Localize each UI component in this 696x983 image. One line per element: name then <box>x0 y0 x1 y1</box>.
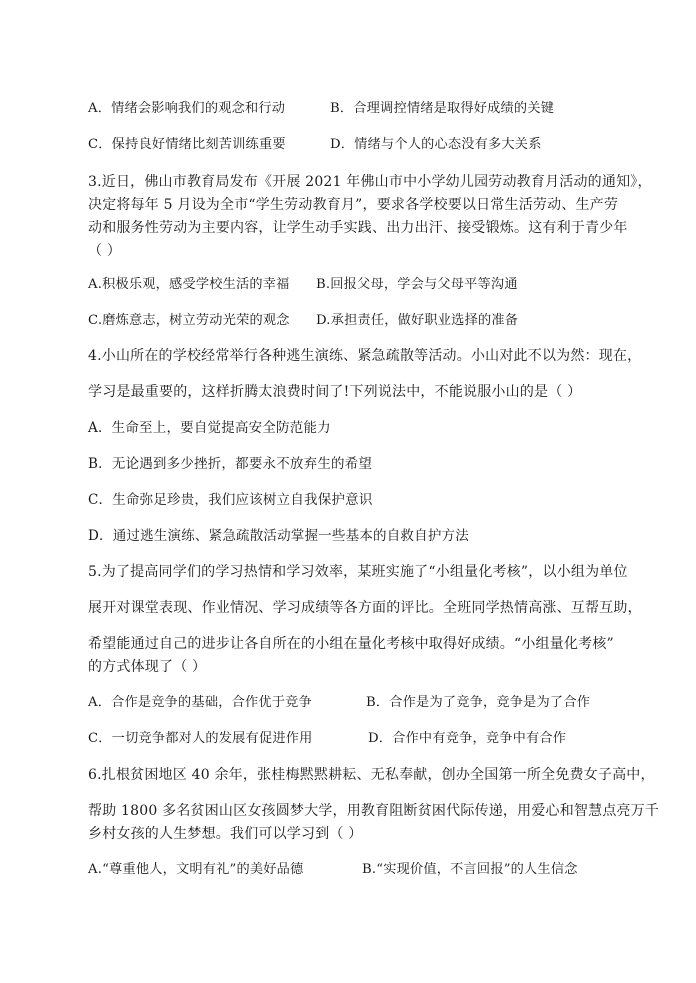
option-a: A.积极乐观，感受学校生活的幸福 <box>88 277 290 292</box>
question-6-line-2: 帮助 1800 多名贫困山区女孩圆梦大学，用教育阻断贫困代际传递，用爱心和智慧点亮万千 <box>88 803 660 819</box>
question-5-line-4: 的方式体现了（ ） <box>88 659 207 675</box>
option-a: A．情绪会影响我们的观念和行动 <box>88 101 286 116</box>
option-d: D．合作中有竞争，竞争中有合作 <box>368 731 567 746</box>
question-3-line-2: 决定将每年 5 月设为全市“学生劳动教育月”，要求各学校要以日常生活劳动、生产劳 <box>88 197 619 213</box>
question-5-line-3: 希望能通过自己的进步让各自所在的小组在量化考核中取得好成绩。“小组量化考核” <box>88 636 614 652</box>
option-c: C.磨炼意志，树立劳动光荣的观念 <box>88 313 290 328</box>
option-c: C．保持良好情绪比刻苦训练重要 <box>88 137 286 152</box>
question-3-line-3: 动和服务性劳动为主要内容，让学生动手实践、出力出汗、接受锻炼。这有利于青少年 <box>88 220 628 236</box>
option-d: D．通过逃生演练、紧急疏散活动掌握一些基本的自救自护方法 <box>88 528 469 544</box>
option-d: D．情绪与个人的心态没有多大关系 <box>330 137 542 152</box>
option-d: D.承担责任，做好职业选择的准备 <box>316 313 519 328</box>
option-a: A．合作是竞争的基础，合作优于竞争 <box>88 695 312 710</box>
question-6-line-3: 乡村女孩的人生梦想。我们可以学习到（ ） <box>88 826 363 842</box>
option-a: A.“尊重他人，文明有礼”的美好品德 <box>88 862 304 877</box>
option-b: B．合理调控情绪是取得好成绩的关键 <box>330 101 555 116</box>
option-b: B.回报父母，学会与父母平等沟通 <box>316 277 518 292</box>
option-b: B．无论遇到多少挫折，都要永不放弃生的希望 <box>88 456 373 472</box>
option-a: A．生命至上，要自觉提高安全防范能力 <box>88 420 331 436</box>
question-6-line-1: 6.扎根贫困地区 40 余年，张桂梅黙黙耕耘、无私奉献，创办全国第一所全免费女子高中， <box>88 767 655 783</box>
question-3-line-4: （ ） <box>88 243 122 259</box>
option-c: C．一切竞争都对人的发展有促进作用 <box>88 731 313 746</box>
option-b: B.“实现价值，不言回报”的人生信念 <box>362 862 578 877</box>
option-b: B．合作是为了竞争，竞争是为了合作 <box>366 695 591 710</box>
question-4-line-2: 学习是最重要的，这样折腾太浪费时间了!下列说法中，不能说服小山的是（ ） <box>88 384 582 400</box>
question-5-line-1: 5.为了提高同学们的学习热情和学习效率，某班实施了“小组量化考核”，以小组为单位 <box>88 564 628 580</box>
question-4-line-1: 4.小山所在的学校经常举行各种逃生演练、紧急疏散等活动。小山对此不以为然：现在， <box>88 348 642 364</box>
question-3-line-1: 3.近日，佛山市教育局发布《开展 2021 年佛山市中小学幼儿园劳动教育月活动的通知》， <box>88 174 652 190</box>
option-c: C．生命弥足珍贵，我们应该树立自我保护意识 <box>88 492 373 508</box>
question-5-line-2: 展开对课堂表现、作业情况、学习成绩等各方面的评比。全班同学热情高涨、互帮互助， <box>88 600 642 616</box>
